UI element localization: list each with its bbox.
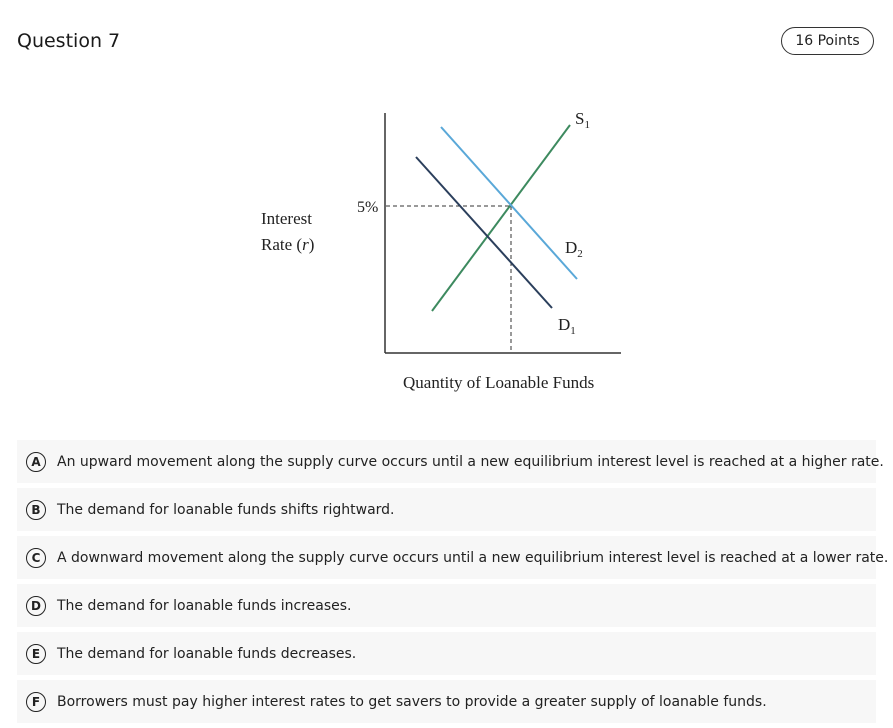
- rate-tick-label: 5%: [357, 199, 379, 216]
- question-title: Question 7: [17, 30, 121, 52]
- points-badge: 16 Points: [781, 27, 874, 55]
- option-b[interactable]: [17, 488, 876, 531]
- option-d-text: The demand for loanable funds increases.: [57, 597, 352, 614]
- option-b-letter-badge: B: [26, 500, 46, 520]
- answer-options: [17, 440, 889, 728]
- option-f[interactable]: [17, 680, 876, 723]
- y-axis-label-line2: Rate (r): [261, 235, 315, 254]
- option-f-letter-badge: F: [26, 692, 46, 712]
- demand-curve-d2: [441, 127, 577, 279]
- option-e-letter-badge: E: [26, 644, 46, 664]
- option-e-text: The demand for loanable funds decreases.: [57, 645, 357, 662]
- loanable-funds-graph: [0, 85, 893, 415]
- supply-curve: [432, 125, 570, 311]
- demand-d1-label: $D_1$: [558, 315, 576, 337]
- question-header: [0, 0, 893, 80]
- option-a-letter-badge: A: [26, 452, 46, 472]
- option-c[interactable]: [17, 536, 889, 579]
- option-a[interactable]: [17, 440, 884, 483]
- y-axis-label-line1: Interest: [261, 209, 312, 228]
- option-e[interactable]: [17, 632, 876, 675]
- option-c-text: A downward movement along the supply curve occurs until a new equilibrium interest level is reached at a lower rate.: [57, 549, 889, 566]
- supply-curve-label: $S_1$: [575, 109, 590, 131]
- option-f-text: Borrowers must pay higher interest rates to get savers to provide a greater supply of loanable funds.: [57, 693, 767, 710]
- demand-curve-d1: [416, 157, 552, 308]
- option-d[interactable]: [17, 584, 876, 627]
- option-c-letter-badge: C: [26, 548, 46, 568]
- option-d-letter-badge: D: [26, 596, 46, 616]
- option-b-text: The demand for loanable funds shifts rightward.: [57, 501, 395, 518]
- option-a-text: An upward movement along the supply curve occurs until a new equilibrium interest level is reached at a higher rate.: [57, 453, 884, 470]
- demand-d2-label: $D_2$: [565, 238, 583, 260]
- x-axis-label: Quantity of Loanable Funds: [403, 373, 595, 392]
